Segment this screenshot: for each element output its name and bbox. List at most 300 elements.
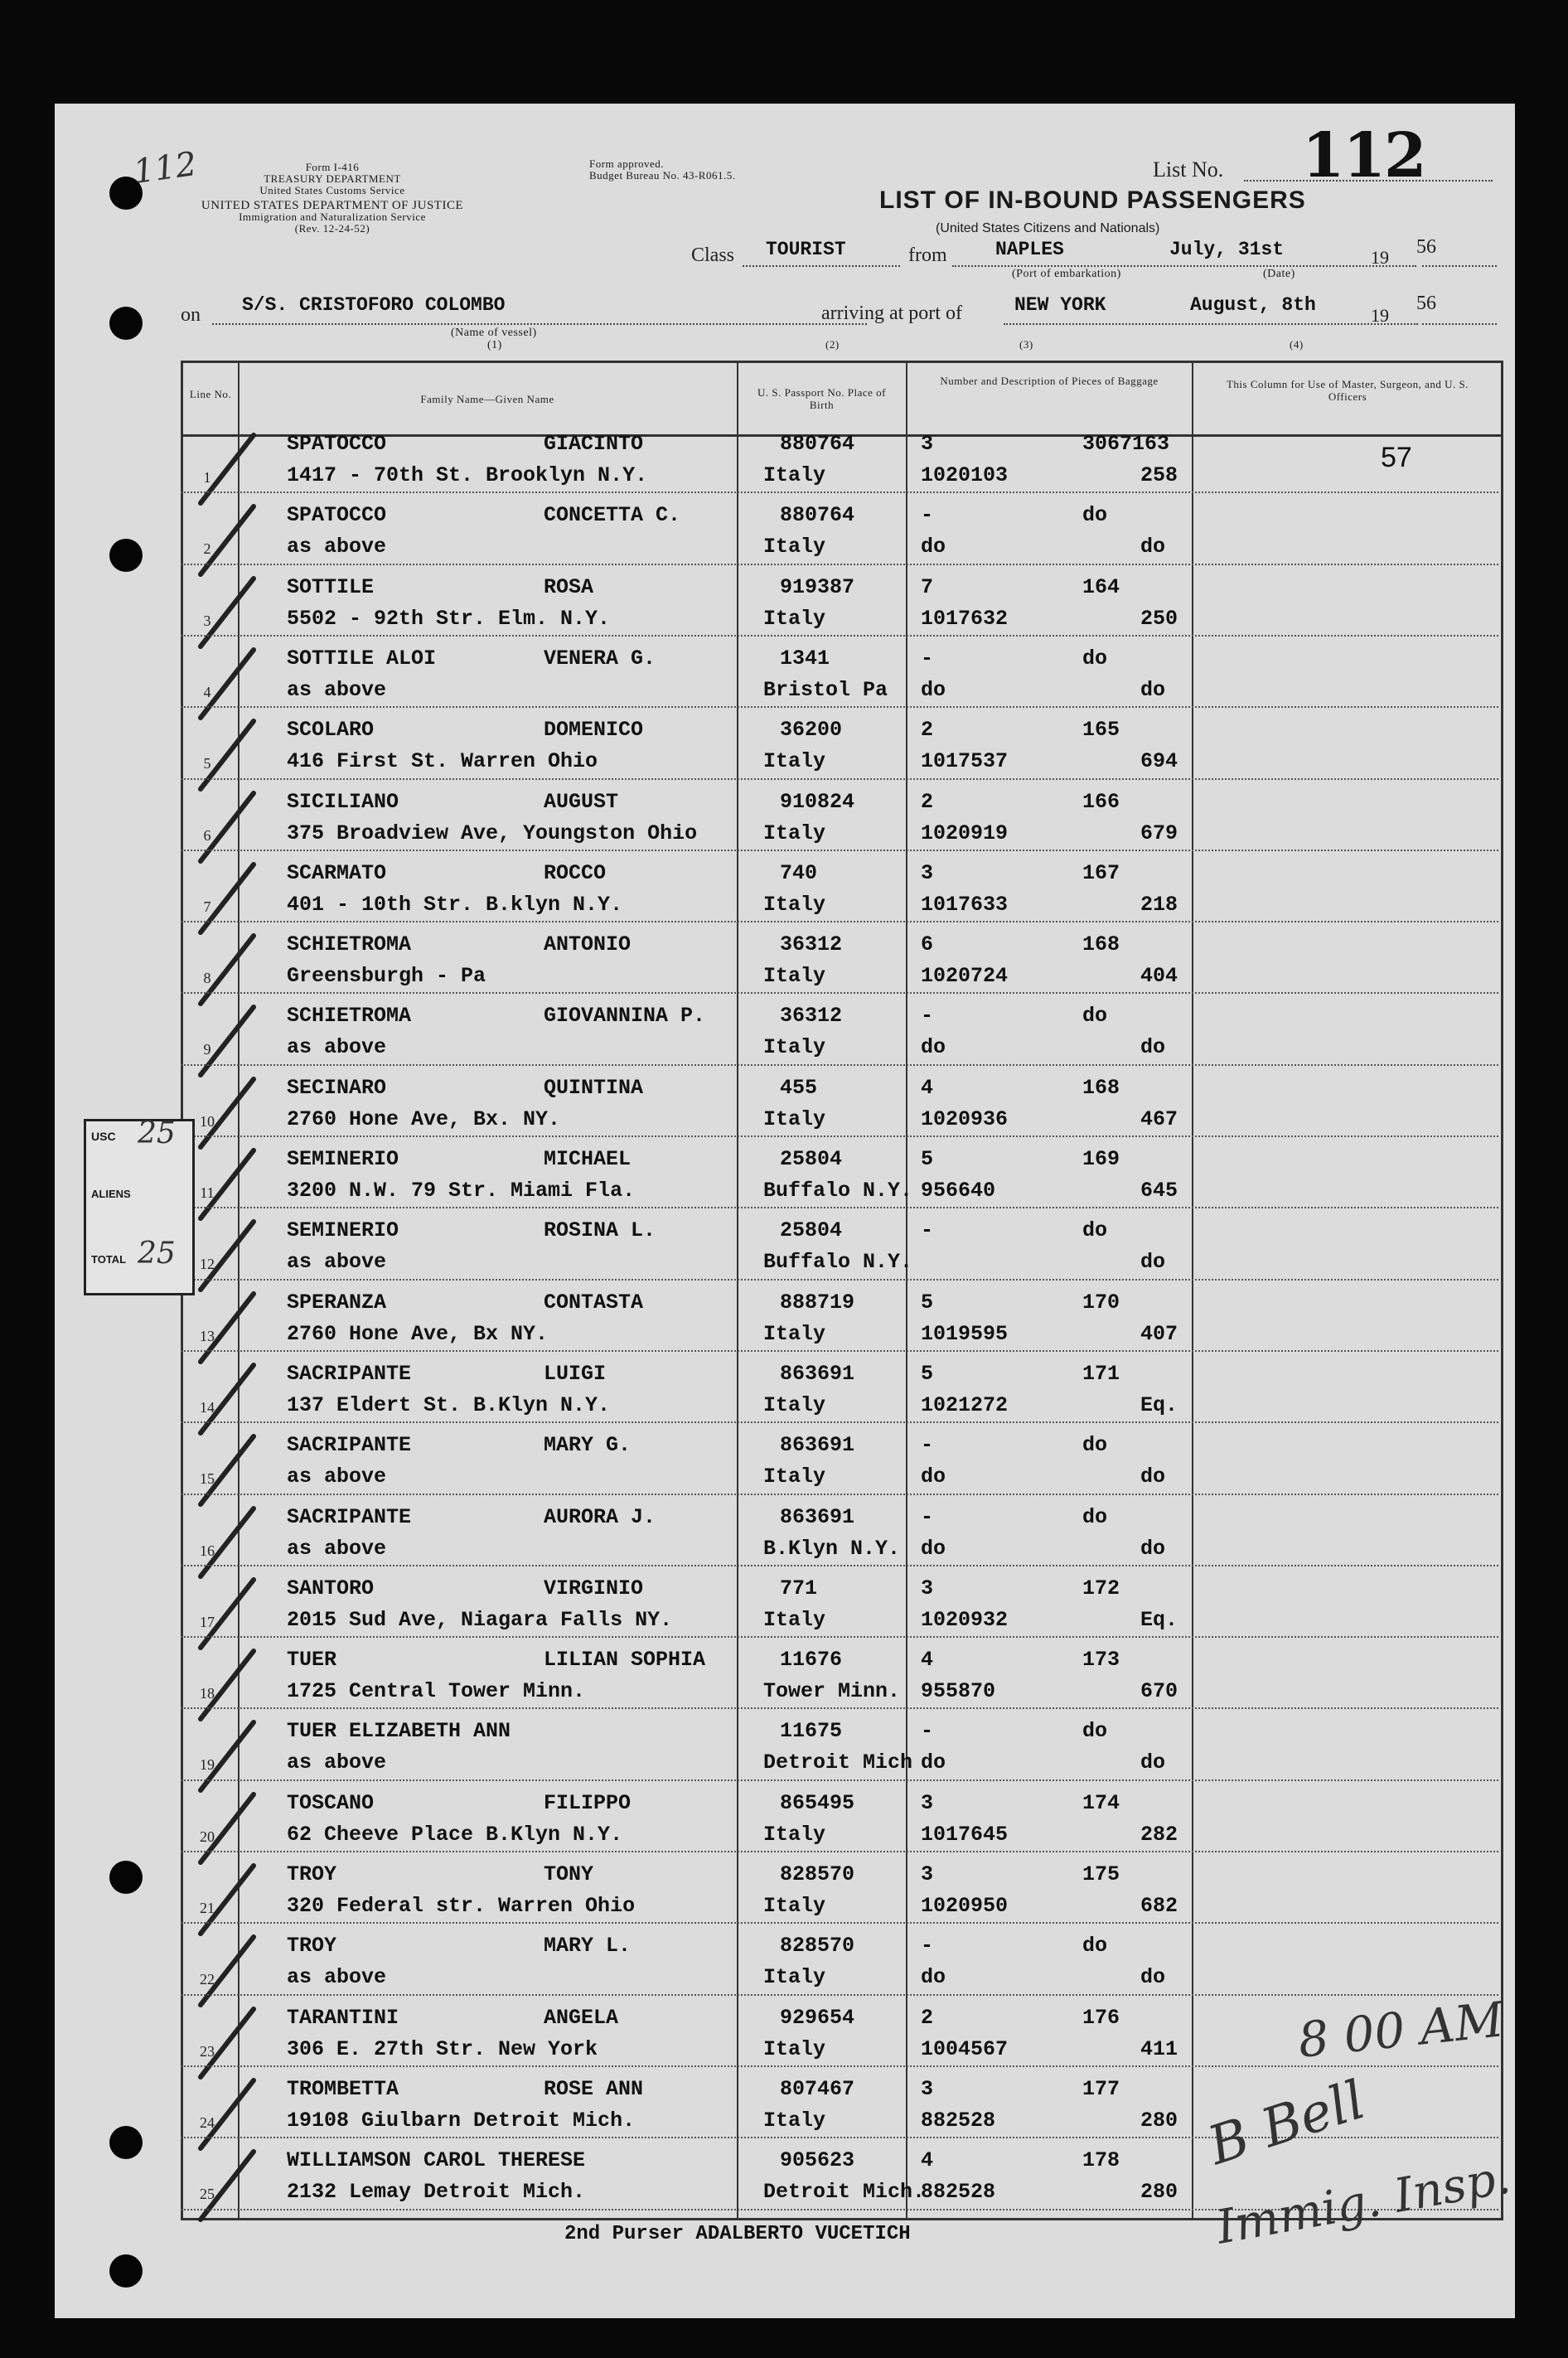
passenger-given-name: ROSA bbox=[544, 574, 594, 599]
customs-service: United States Customs Service bbox=[259, 184, 405, 196]
baggage-ticket: 1017633 bbox=[921, 892, 1009, 917]
passenger-address: 2132 Lemay Detroit Mich. bbox=[287, 2180, 586, 2205]
passenger-surname: SOTTILE ALOI bbox=[287, 646, 437, 671]
row-rule bbox=[181, 1350, 1498, 1352]
passport-number: 863691 bbox=[780, 1504, 855, 1529]
form-revision: (Rev. 12-24-52) bbox=[294, 222, 370, 235]
place-of-birth: Italy bbox=[763, 1035, 826, 1060]
punch-hole bbox=[109, 539, 143, 572]
row-rule bbox=[181, 1207, 1498, 1208]
from-underline bbox=[952, 265, 1416, 267]
baggage-ticket: 1020936 bbox=[921, 1106, 1009, 1131]
line-number: 1 bbox=[203, 469, 211, 486]
passenger-given-name: LILIAN SOPHIA bbox=[544, 1648, 706, 1673]
baggage-tag: 168 bbox=[1082, 932, 1120, 957]
baggage-tag: 177 bbox=[1082, 2076, 1120, 2101]
baggage-weight: 411 bbox=[1140, 2036, 1178, 2061]
baggage-count: 6 bbox=[921, 932, 934, 957]
passenger-given-name: GIOVANNINA P. bbox=[544, 1004, 706, 1029]
baggage-weight: do bbox=[1140, 1750, 1166, 1775]
passenger-given-name: VENERA G. bbox=[544, 646, 656, 671]
passenger-address: as above bbox=[287, 1035, 387, 1060]
passenger-given-name: LUIGI bbox=[544, 1361, 607, 1386]
baggage-weight: do bbox=[1140, 535, 1166, 559]
arrival-year-underline bbox=[1422, 323, 1497, 325]
baggage-ticket: do bbox=[921, 1965, 946, 1990]
port-caption: (Port of embarkation) bbox=[1012, 268, 1121, 280]
baggage-count: - bbox=[921, 646, 934, 671]
line-number: 11 bbox=[200, 1184, 215, 1201]
baggage-ticket: 1017537 bbox=[921, 749, 1009, 774]
line-number: 19 bbox=[200, 1756, 215, 1774]
col-divider bbox=[238, 363, 240, 2218]
baggage-ticket: do bbox=[921, 535, 946, 559]
baggage-ticket: 1020103 bbox=[921, 463, 1009, 487]
baggage-count: - bbox=[921, 503, 934, 528]
passenger-surname: SCOLARO bbox=[287, 718, 375, 743]
passenger-given-name: ANTONIO bbox=[544, 932, 632, 957]
baggage-ticket: 1019595 bbox=[921, 1321, 1009, 1346]
place-of-birth: Italy bbox=[763, 892, 826, 917]
row-rule bbox=[181, 1922, 1498, 1924]
passport-number: 1341 bbox=[780, 646, 830, 671]
passport-number: 740 bbox=[780, 860, 818, 885]
punch-hole bbox=[109, 307, 143, 340]
passenger-given-name: DOMENICO bbox=[544, 718, 644, 743]
place-of-birth: B.Klyn N.Y. bbox=[763, 1536, 901, 1561]
baggage-weight: 280 bbox=[1140, 2108, 1178, 2133]
baggage-weight: 280 bbox=[1140, 2180, 1178, 2205]
row-rule bbox=[181, 1064, 1498, 1066]
count-stamp-total bbox=[84, 1233, 195, 1295]
passport-number: 865495 bbox=[780, 1790, 855, 1815]
baggage-weight: 694 bbox=[1140, 749, 1178, 774]
handwritten-time: 8 00 AM bbox=[1295, 1991, 1507, 2069]
vessel-caption: (Name of vessel) bbox=[451, 327, 537, 339]
line-number: 21 bbox=[200, 1900, 215, 1916]
col-divider bbox=[737, 363, 738, 2218]
passenger-address: 3200 N.W. 79 Str. Miami Fla. bbox=[287, 1179, 636, 1203]
row-rule bbox=[181, 1707, 1498, 1709]
arrival-year: 56 bbox=[1416, 293, 1436, 314]
date-caption: (Date) bbox=[1263, 268, 1295, 280]
baggage-tag: do bbox=[1082, 503, 1108, 528]
place-of-birth: Italy bbox=[763, 463, 826, 487]
place-of-birth: Italy bbox=[763, 1465, 826, 1489]
punch-hole bbox=[109, 1861, 143, 1894]
line-number: 12 bbox=[200, 1256, 215, 1273]
baggage-count: - bbox=[921, 1719, 934, 1744]
line-number: 4 bbox=[203, 683, 211, 700]
line-number: 18 bbox=[200, 1685, 215, 1702]
baggage-ticket: 1020950 bbox=[921, 1894, 1009, 1918]
class-label: Class bbox=[691, 245, 735, 266]
line-number: 23 bbox=[200, 2042, 215, 2060]
passenger-surname: SCHIETROMA bbox=[287, 1004, 412, 1029]
arrival-underline bbox=[1004, 323, 1418, 325]
arrival-year-prefix: 19 bbox=[1371, 305, 1389, 326]
col-divider bbox=[906, 363, 907, 2218]
passport-number: 11676 bbox=[780, 1648, 843, 1673]
baggage-tag: 174 bbox=[1082, 1790, 1120, 1815]
passenger-surname: SPATOCCO bbox=[287, 503, 387, 528]
place-of-birth: Detroit Mich bbox=[763, 1750, 913, 1775]
passenger-surname: SCARMATO bbox=[287, 860, 387, 885]
passenger-address: 2760 Hone Ave, Bx. NY. bbox=[287, 1106, 561, 1131]
stamp-total-value: 25 bbox=[138, 1237, 176, 1271]
form-title: LIST OF IN-BOUND PASSENGERS bbox=[879, 186, 1306, 214]
baggage-tag: 166 bbox=[1082, 789, 1120, 814]
passenger-surname: SACRIPANTE bbox=[287, 1433, 412, 1458]
line-number: 5 bbox=[203, 755, 211, 772]
passenger-given-name: ROSINA L. bbox=[544, 1218, 656, 1243]
line-number: 9 bbox=[203, 1041, 211, 1058]
baggage-ticket: 882528 bbox=[921, 2180, 996, 2205]
passenger-given-name: VIRGINIO bbox=[544, 1576, 644, 1600]
baggage-count: 4 bbox=[921, 1075, 934, 1100]
baggage-tag: 167 bbox=[1082, 860, 1120, 885]
passport-number: 807467 bbox=[780, 2076, 855, 2101]
passenger-surname: TROY bbox=[287, 1934, 337, 1959]
baggage-tag: 171 bbox=[1082, 1361, 1120, 1386]
baggage-tag: 175 bbox=[1082, 1862, 1120, 1886]
passport-number: 455 bbox=[780, 1075, 818, 1100]
baggage-tag: do bbox=[1082, 1719, 1108, 1744]
passport-number: 25804 bbox=[780, 1147, 843, 1171]
baggage-weight: do bbox=[1140, 1035, 1166, 1060]
passenger-address: 416 First St. Warren Ohio bbox=[287, 749, 598, 774]
baggage-ticket: 955870 bbox=[921, 1679, 996, 1704]
passenger-surname: TUER bbox=[287, 1648, 337, 1673]
place-of-birth: Italy bbox=[763, 964, 826, 989]
passenger-surname: TUER ELIZABETH ANN bbox=[287, 1719, 511, 1744]
passport-number: 880764 bbox=[780, 503, 855, 528]
baggage-weight: 404 bbox=[1140, 964, 1178, 989]
baggage-count: 3 bbox=[921, 1862, 934, 1886]
passenger-address: 375 Broadview Ave, Youngston Ohio bbox=[287, 821, 698, 845]
passenger-given-name: CONTASTA bbox=[544, 1290, 644, 1315]
baggage-weight: do bbox=[1140, 677, 1166, 702]
baggage-ticket: 1017645 bbox=[921, 1822, 1009, 1847]
passenger-surname: SACRIPANTE bbox=[287, 1361, 412, 1386]
baggage-count: - bbox=[921, 1433, 934, 1458]
baggage-ticket: do bbox=[921, 1536, 946, 1561]
stamp-usc-value: 25 bbox=[138, 1116, 176, 1150]
passenger-given-name: ROSE ANN bbox=[544, 2076, 644, 2101]
baggage-tag: 169 bbox=[1082, 1147, 1120, 1171]
baggage-weight: 282 bbox=[1140, 1822, 1178, 1847]
passenger-address: 2760 Hone Ave, Bx NY. bbox=[287, 1321, 549, 1346]
stamp-usc-label: USC bbox=[91, 1130, 116, 1143]
vessel-name: S/S. CRISTOFORO COLOMBO bbox=[242, 294, 506, 316]
place-of-birth: Buffalo N.Y. bbox=[763, 1250, 913, 1275]
col-header-baggage: Number and Description of Pieces of Baggage bbox=[940, 375, 1159, 387]
passenger-address: 19108 Giulbarn Detroit Mich. bbox=[287, 2108, 636, 2133]
baggage-count: 3 bbox=[921, 1790, 934, 1815]
col-num-officers: (4) bbox=[1290, 338, 1304, 351]
vessel-underline bbox=[212, 323, 867, 325]
col-header-officers: This Column for Use of Master, Surgeon, and U. S. Officers bbox=[1226, 378, 1469, 403]
passenger-surname: SOTTILE bbox=[287, 574, 375, 599]
place-of-birth: Italy bbox=[763, 1965, 826, 1990]
baggage-tag: 176 bbox=[1082, 2005, 1120, 2030]
year-prefix: 19 bbox=[1371, 247, 1389, 268]
officer-note: 57 bbox=[1381, 442, 1412, 473]
count-stamp-aliens bbox=[84, 1176, 195, 1238]
baggage-tag: do bbox=[1082, 1218, 1108, 1243]
passenger-surname: TARANTINI bbox=[287, 2005, 399, 2030]
punch-hole bbox=[109, 2126, 143, 2159]
passport-number: 880764 bbox=[780, 432, 855, 456]
baggage-tag: 172 bbox=[1082, 1576, 1120, 1600]
place-of-birth: Italy bbox=[763, 2036, 826, 2061]
baggage-count: 5 bbox=[921, 1290, 934, 1315]
row-rule bbox=[181, 491, 1498, 493]
passenger-address: 5502 - 92th Str. Elm. N.Y. bbox=[287, 606, 611, 631]
baggage-tag: 168 bbox=[1082, 1075, 1120, 1100]
baggage-count: 2 bbox=[921, 2005, 934, 2030]
passenger-address: as above bbox=[287, 1750, 387, 1775]
handwritten-corner-number: 112 bbox=[131, 144, 200, 192]
baggage-weight: 682 bbox=[1140, 1894, 1178, 1918]
passenger-address: Greensburgh - Pa bbox=[287, 964, 486, 989]
baggage-count: 7 bbox=[921, 574, 934, 599]
approval-line: Form approved. bbox=[589, 157, 665, 170]
passenger-address: 2015 Sud Ave, Niagara Falls NY. bbox=[287, 1607, 673, 1632]
row-rule bbox=[181, 706, 1498, 708]
baggage-count: 5 bbox=[921, 1361, 934, 1386]
line-number: 8 bbox=[203, 970, 211, 987]
baggage-weight: Eq. bbox=[1140, 1392, 1178, 1417]
line-number: 17 bbox=[200, 1613, 215, 1630]
place-of-birth: Buffalo N.Y. bbox=[763, 1179, 913, 1203]
line-number: 25 bbox=[200, 2186, 215, 2203]
baggage-weight: do bbox=[1140, 1465, 1166, 1489]
line-number: 3 bbox=[203, 612, 211, 629]
baggage-ticket: 1020724 bbox=[921, 964, 1009, 989]
line-number: 16 bbox=[200, 1542, 215, 1559]
baggage-count: 3 bbox=[921, 1576, 934, 1600]
passenger-address: 401 - 10th Str. B.klyn N.Y. bbox=[287, 892, 623, 917]
year-underline bbox=[1422, 265, 1497, 267]
baggage-ticket: do bbox=[921, 1465, 946, 1489]
row-rule bbox=[181, 564, 1498, 565]
passenger-given-name: AUGUST bbox=[544, 789, 619, 814]
vessel-caption-num: (1) bbox=[487, 339, 502, 351]
baggage-weight: 645 bbox=[1140, 1179, 1178, 1203]
from-label: from bbox=[908, 245, 947, 266]
line-number: 7 bbox=[203, 898, 211, 915]
list-no-label: List No. bbox=[1153, 157, 1224, 182]
baggage-tag: 173 bbox=[1082, 1648, 1120, 1673]
ins-service: Immigration and Naturalization Service bbox=[239, 211, 426, 223]
arrival-date: August, 8th bbox=[1190, 294, 1316, 316]
baggage-tag: 3067163 bbox=[1082, 432, 1170, 456]
passenger-surname: TROY bbox=[287, 1862, 337, 1886]
baggage-weight: 670 bbox=[1140, 1679, 1178, 1704]
col-header-name: Family Name—Given Name bbox=[420, 393, 554, 405]
col-divider bbox=[1192, 363, 1193, 2218]
place-of-birth: Italy bbox=[763, 1392, 826, 1417]
baggage-count: 3 bbox=[921, 2076, 934, 2101]
baggage-weight: do bbox=[1140, 1250, 1166, 1275]
passport-number: 828570 bbox=[780, 1934, 855, 1959]
baggage-count: 2 bbox=[921, 718, 934, 743]
passport-number: 25804 bbox=[780, 1218, 843, 1243]
col-header-line-no: Line No. bbox=[189, 388, 232, 400]
row-rule bbox=[181, 1135, 1498, 1137]
row-rule bbox=[181, 850, 1498, 851]
line-number: 24 bbox=[200, 2113, 215, 2131]
passenger-address: 62 Cheeve Place B.Klyn N.Y. bbox=[287, 1822, 623, 1847]
passenger-given-name: AURORA J. bbox=[544, 1504, 656, 1529]
passenger-address: as above bbox=[287, 1465, 387, 1489]
count-stamp bbox=[84, 1116, 195, 1184]
baggage-ticket: 1021272 bbox=[921, 1392, 1009, 1417]
col-header-passport: U. S. Passport No. Place of Birth bbox=[757, 386, 887, 411]
passenger-surname: SPERANZA bbox=[287, 1290, 387, 1315]
place-of-birth: Italy bbox=[763, 1607, 826, 1632]
line-number: 20 bbox=[200, 1828, 215, 1845]
baggage-tag: do bbox=[1082, 1934, 1108, 1959]
passenger-given-name: CONCETTA C. bbox=[544, 503, 681, 528]
line-number: 13 bbox=[200, 1327, 215, 1344]
passenger-surname: SICILIANO bbox=[287, 789, 399, 814]
row-rule bbox=[181, 921, 1498, 922]
departure-date: July, 31st bbox=[1169, 239, 1285, 260]
port-of-embarkation: NAPLES bbox=[995, 239, 1064, 260]
form-subtitle: (United States Citizens and Nationals) bbox=[936, 221, 1160, 235]
passenger-surname: SEMINERIO bbox=[287, 1218, 399, 1243]
passenger-given-name: TONY bbox=[544, 1862, 594, 1886]
baggage-weight: do bbox=[1140, 1965, 1166, 1990]
passenger-surname: SPATOCCO bbox=[287, 432, 387, 456]
inspector-title: Immig. Insp. bbox=[1212, 2150, 1515, 2255]
place-of-birth: Detroit Mich. bbox=[763, 2180, 926, 2205]
baggage-count: - bbox=[921, 1934, 934, 1959]
place-of-birth: Italy bbox=[763, 535, 826, 559]
on-label: on bbox=[181, 304, 201, 326]
place-of-birth: Bristol Pa bbox=[763, 677, 888, 702]
passenger-given-name: MARY G. bbox=[544, 1433, 632, 1458]
baggage-ticket: 956640 bbox=[921, 1179, 996, 1203]
baggage-ticket: do bbox=[921, 677, 946, 702]
passenger-address: as above bbox=[287, 1250, 387, 1275]
passport-number: 919387 bbox=[780, 574, 855, 599]
passenger-surname: SEMINERIO bbox=[287, 1147, 399, 1171]
passenger-surname: SACRIPANTE bbox=[287, 1504, 412, 1529]
passport-number: 828570 bbox=[780, 1862, 855, 1886]
passenger-surname: TOSCANO bbox=[287, 1790, 375, 1815]
baggage-ticket: do bbox=[921, 1035, 946, 1060]
baggage-count: 3 bbox=[921, 432, 934, 456]
baggage-weight: 258 bbox=[1140, 463, 1178, 487]
place-of-birth: Italy bbox=[763, 2108, 826, 2133]
passenger-given-name: FILIPPO bbox=[544, 1790, 632, 1815]
passport-number: 888719 bbox=[780, 1290, 855, 1315]
baggage-ticket: 1004567 bbox=[921, 2036, 1009, 2061]
arrival-port: NEW YORK bbox=[1014, 294, 1106, 316]
baggage-count: 2 bbox=[921, 789, 934, 814]
place-of-birth: Tower Minn. bbox=[763, 1679, 901, 1704]
baggage-ticket: 882528 bbox=[921, 2108, 996, 2133]
baggage-tag: 178 bbox=[1082, 2148, 1120, 2173]
baggage-weight: 407 bbox=[1140, 1321, 1178, 1346]
baggage-tag: do bbox=[1082, 1504, 1108, 1529]
baggage-weight: 250 bbox=[1140, 606, 1178, 631]
place-of-birth: Italy bbox=[763, 749, 826, 774]
justice-dept: UNITED STATES DEPARTMENT OF JUSTICE bbox=[201, 199, 464, 212]
passenger-surname: SCHIETROMA bbox=[287, 932, 412, 957]
passenger-surname: SECINARO bbox=[287, 1075, 387, 1100]
passenger-address: as above bbox=[287, 1536, 387, 1561]
line-number: 6 bbox=[203, 826, 211, 844]
passenger-address: 1725 Central Tower Minn. bbox=[287, 1679, 586, 1704]
baggage-count: 3 bbox=[921, 860, 934, 885]
passport-number: 863691 bbox=[780, 1361, 855, 1386]
place-of-birth: Italy bbox=[763, 821, 826, 845]
passenger-address: as above bbox=[287, 677, 387, 702]
baggage-count: - bbox=[921, 1218, 934, 1243]
inspector-signature: B Bell bbox=[1201, 2069, 1372, 2178]
manifest-page bbox=[55, 104, 1515, 2318]
purser-footer: 2nd Purser ADALBERTO VUCETICH bbox=[564, 2223, 911, 2245]
line-number: 2 bbox=[203, 540, 211, 558]
line-number: 15 bbox=[200, 1470, 215, 1488]
form-number: Form I-416 bbox=[305, 161, 360, 173]
line-number: 22 bbox=[200, 1971, 215, 1988]
baggage-weight: 467 bbox=[1140, 1106, 1178, 1131]
place-of-birth: Italy bbox=[763, 1106, 826, 1131]
passenger-given-name: ROCCO bbox=[544, 860, 607, 885]
class-value: TOURIST bbox=[766, 239, 846, 260]
baggage-ticket: 1017632 bbox=[921, 606, 1009, 631]
passport-number: 863691 bbox=[780, 1433, 855, 1458]
row-rule bbox=[181, 1851, 1498, 1852]
place-of-birth: Italy bbox=[763, 606, 826, 631]
baggage-tag: do bbox=[1082, 1004, 1108, 1029]
passport-number: 929654 bbox=[780, 2005, 855, 2030]
baggage-count: 4 bbox=[921, 2148, 934, 2173]
passenger-given-name: ANGELA bbox=[544, 2005, 619, 2030]
baggage-tag: do bbox=[1082, 646, 1108, 671]
baggage-weight: 218 bbox=[1140, 892, 1178, 917]
baggage-weight: 679 bbox=[1140, 821, 1178, 845]
passenger-given-name: GIACINTO bbox=[544, 432, 644, 456]
row-rule bbox=[181, 778, 1498, 780]
approval-block bbox=[589, 158, 735, 182]
row-rule bbox=[181, 1494, 1498, 1495]
passport-number: 11675 bbox=[780, 1719, 843, 1744]
baggage-weight: do bbox=[1140, 1536, 1166, 1561]
passenger-surname: WILLIAMSON CAROL THERESE bbox=[287, 2148, 586, 2173]
passenger-address: as above bbox=[287, 535, 387, 559]
row-rule bbox=[181, 1994, 1498, 1996]
passport-number: 905623 bbox=[780, 2148, 855, 2173]
col-num-baggage: (3) bbox=[1019, 338, 1033, 351]
passenger-given-name: MICHAEL bbox=[544, 1147, 632, 1171]
arriving-label: arriving at port of bbox=[821, 303, 962, 324]
row-rule bbox=[181, 992, 1498, 994]
departure-year: 56 bbox=[1416, 236, 1436, 258]
passenger-surname: TROMBETTA bbox=[287, 2076, 399, 2101]
budget-line: Budget Bureau No. 43-R061.5. bbox=[589, 169, 736, 182]
form-agency-block bbox=[175, 162, 490, 235]
baggage-count: - bbox=[921, 1004, 934, 1029]
passenger-address: 1417 - 70th St. Brooklyn N.Y. bbox=[287, 463, 648, 487]
row-rule bbox=[181, 1279, 1498, 1281]
line-number: 10 bbox=[200, 1112, 215, 1130]
